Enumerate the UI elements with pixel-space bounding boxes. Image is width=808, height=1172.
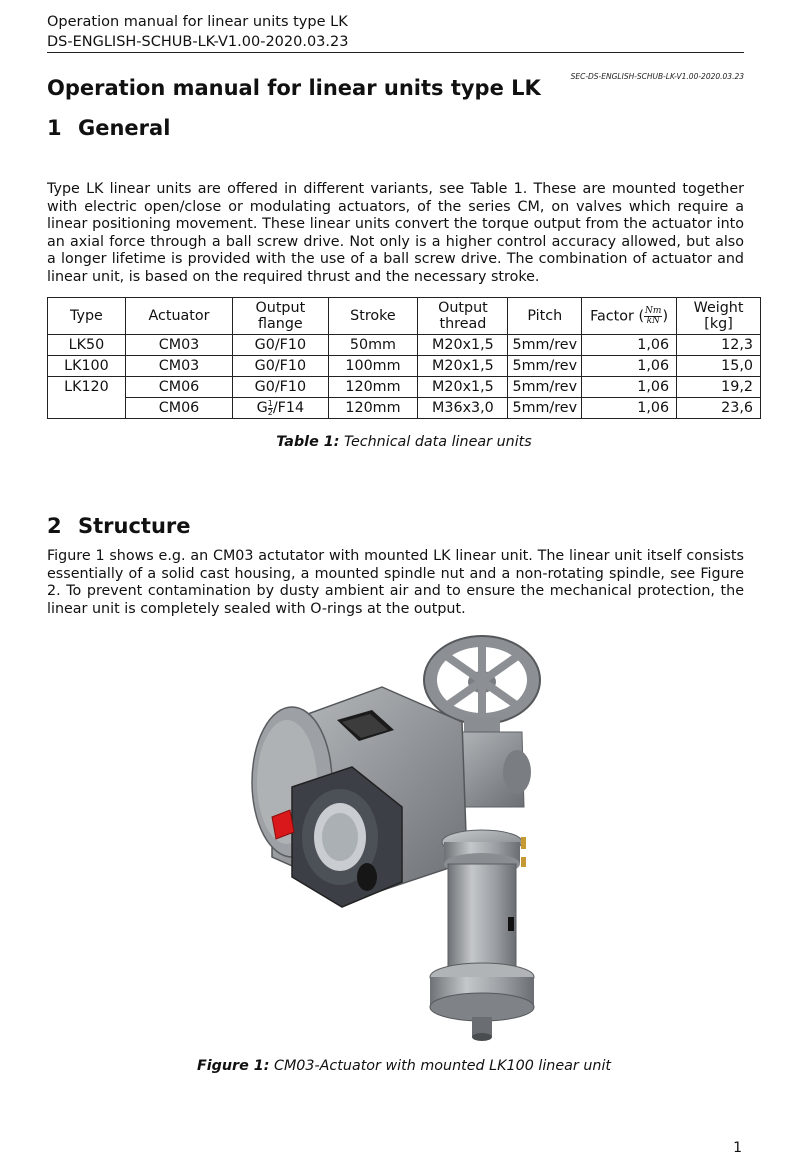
cell-stroke: 120mm (328, 398, 418, 419)
cell-weight: 23,6 (677, 398, 761, 419)
section-2-heading (47, 514, 191, 538)
cell-thread: M36x3,0 (418, 398, 508, 419)
section-2-number: 2 (47, 514, 62, 538)
col-pitch: Pitch (508, 298, 582, 335)
technical-data-table (47, 297, 761, 419)
section-1-paragraph: Type LK linear units are offered in different variants, see Table 1. These are mounted together with electric open/close or modulating actuators, of the series CM, on valves which require a linear positioning movement. These linear units convert the torque output from the actuator into an axial force through a ball screw drive. Not only is a higher control accuracy allowed, but also a longer lifetime is provided with the use of a ball screw drive. The combination of actuator and linear unit, is based on the required thrust and the necessary stroke. (47, 181, 744, 285)
header-title: Operation manual for linear units type LK (47, 14, 348, 30)
actuator-figure (232, 632, 562, 1052)
cell-stroke: 100mm (328, 356, 418, 377)
cell-factor: 1,06 (582, 335, 677, 356)
section-1-title: General (78, 116, 171, 140)
cell-pitch: 5mm/rev (508, 377, 582, 398)
table-row (48, 356, 761, 377)
cell-flange: G0/F10 (233, 356, 328, 377)
cell-type: LK120 (48, 377, 126, 398)
table-row (48, 398, 761, 419)
cell-actuator: CM06 (125, 377, 232, 398)
col-stroke: Stroke (328, 298, 418, 335)
figure-caption: Figure 1: CM03-Actuator with mounted LK100 linear unit (196, 1058, 612, 1074)
table-row (48, 377, 761, 398)
cell-actuator: CM03 (125, 356, 232, 377)
cell-weight: 15,0 (677, 356, 761, 377)
cell-type: LK50 (48, 335, 126, 356)
cell-actuator: CM06 (125, 398, 232, 419)
cell-flange: G0/F10 (233, 335, 328, 356)
section-2-paragraph: Figure 1 shows e.g. an CM03 actutator with mounted LK linear unit. The linear unit itself consists essentially of a solid cast housing, a mounted spindle nut and a non-rotating spindle, see Figure 2. To prevent contamination by dusty ambient air and to ensure the mechanical protection, the linear unit is completely sealed with O-rings at the output. (47, 548, 744, 617)
table-row (48, 335, 761, 356)
cell-pitch: 5mm/rev (508, 398, 582, 419)
document-id: SEC-DS-ENGLISH-SCHUB-LK-V1.00-2020.03.23 (570, 72, 744, 81)
section-1-number: 1 (47, 116, 62, 140)
cell-factor: 1,06 (582, 398, 677, 419)
cell-weight: 12,3 (677, 335, 761, 356)
col-weight: Weight [kg] (677, 298, 761, 335)
cell-type: LK100 (48, 356, 126, 377)
header-rule (47, 52, 744, 53)
cell-actuator: CM03 (125, 335, 232, 356)
cell-thread: M20x1,5 (418, 356, 508, 377)
table-caption: Table 1: Technical data linear units (276, 434, 532, 450)
cell-thread: M20x1,5 (418, 377, 508, 398)
col-output-thread: Output thread (418, 298, 508, 335)
header-doc-version: DS-ENGLISH-SCHUB-LK-V1.00-2020.03.23 (47, 34, 349, 50)
cell-stroke: 50mm (328, 335, 418, 356)
table-header-row (48, 298, 761, 335)
col-type: Type (48, 298, 126, 335)
section-1-heading (47, 116, 170, 140)
page-title: Operation manual for linear units type LK (47, 76, 541, 100)
page-number: 1 (733, 1140, 742, 1156)
cell-stroke: 120mm (328, 377, 418, 398)
cell-thread: M20x1,5 (418, 335, 508, 356)
section-2-title: Structure (78, 514, 191, 538)
running-header (47, 12, 348, 52)
cell-type (48, 398, 126, 419)
actuator-illustration (232, 632, 562, 1052)
col-actuator: Actuator (125, 298, 232, 335)
cell-weight: 19,2 (677, 377, 761, 398)
cell-flange: G0/F10 (233, 377, 328, 398)
cell-pitch: 5mm/rev (508, 356, 582, 377)
col-factor: Factor ( $\frac{Nm}{kN}$ ) (582, 298, 677, 335)
cell-flange: G $\frac{1}{2}$ /F14 (233, 398, 328, 419)
col-output-flange: Output flange (233, 298, 328, 335)
cell-factor: 1,06 (582, 377, 677, 398)
cell-factor: 1,06 (582, 356, 677, 377)
cell-pitch: 5mm/rev (508, 335, 582, 356)
